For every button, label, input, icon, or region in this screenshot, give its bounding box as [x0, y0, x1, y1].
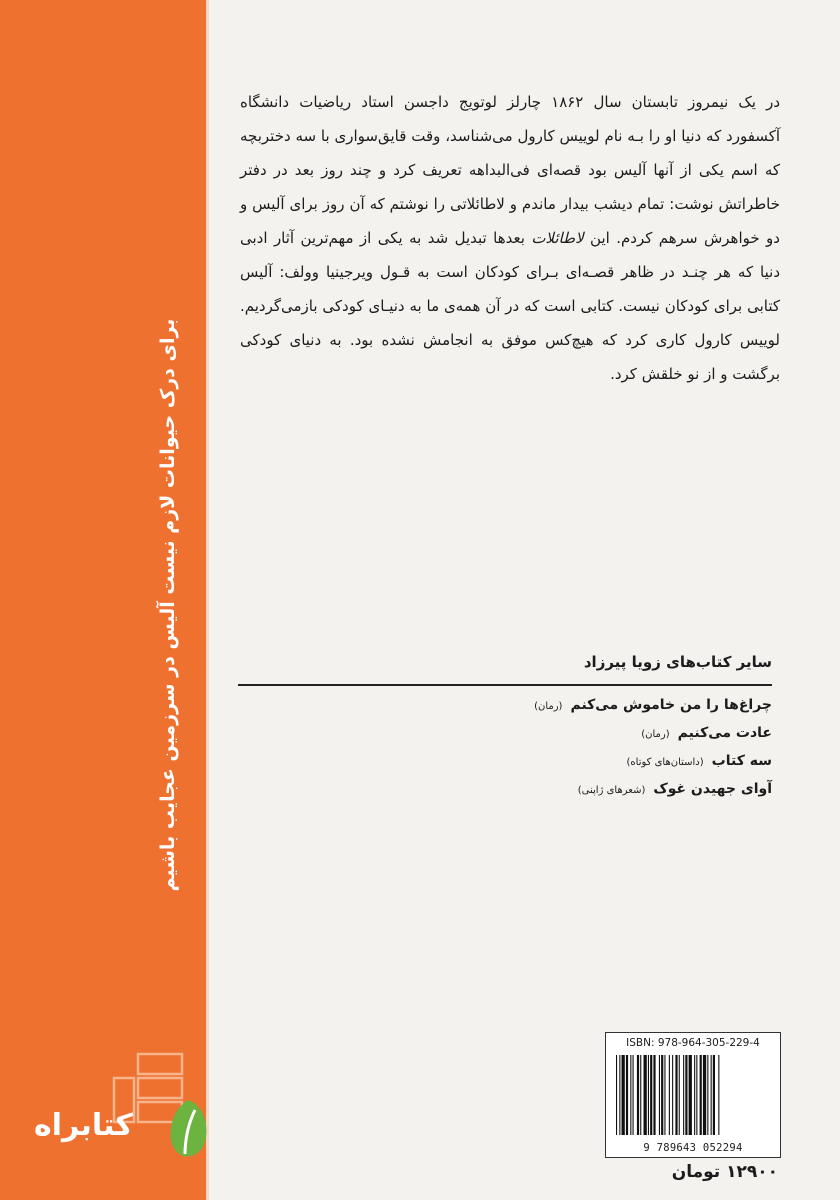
description-italic-word: لاطائلات	[531, 229, 584, 247]
barcode-icon	[612, 1055, 774, 1135]
barcode-bar	[700, 1055, 702, 1135]
barcode-bar	[648, 1055, 649, 1135]
other-books-divider	[238, 684, 772, 686]
book-item	[534, 774, 772, 802]
other-books-title: سایر کتاب‌های زویا پیرزاد	[583, 653, 772, 671]
barcode-bar	[707, 1055, 708, 1135]
barcode-bar	[653, 1055, 655, 1135]
barcode-bar	[696, 1055, 697, 1135]
description-text-part2: بعدها تبدیل شد به یکی از مهم‌ترین آثار ادبی دنیا که هر چنـد در ظاهر قصـه‌ای بـرای کودکان است به قـول ویرجینیا وولف: آلیس کتابی برای کودکان نیست. کتابی است که در آن همه‌ی ما به دنیـای کودکی بازمی‌گردیم. لوییس کارول کاری کرد که هیچ‌کس موفق به انجامش نشده بود. به دنیای کودکی برگشت و از نو خلقش کرد.	[240, 229, 780, 383]
barcode-bar	[630, 1055, 631, 1135]
barcode-number: 9 789643 052294	[643, 1142, 743, 1154]
back-cover-description	[240, 85, 780, 391]
barcode-bar	[703, 1055, 706, 1135]
spine-divider	[206, 0, 209, 1200]
barcode-bar	[694, 1055, 695, 1135]
price-label: ۱۲۹۰۰ تومان	[671, 1162, 778, 1182]
book-item	[534, 718, 772, 746]
book-genre: (شعرهای ژاپنی)	[577, 785, 646, 796]
book-item	[534, 746, 772, 774]
book-genre: (رمان)	[534, 701, 563, 712]
barcode-bar	[672, 1055, 673, 1135]
book-item	[534, 690, 772, 718]
book-title: چراغ‌ها را من خاموش می‌کنم	[570, 697, 772, 713]
barcode-bar	[622, 1055, 625, 1135]
barcode-bar	[675, 1055, 677, 1135]
barcode-bar	[685, 1055, 687, 1135]
barcode-bar	[640, 1055, 641, 1135]
barcode-bar	[626, 1055, 628, 1135]
book-title: سه کتاب	[711, 753, 772, 769]
barcode-bar	[713, 1055, 715, 1135]
book-title: عادت می‌کنیم	[677, 725, 772, 741]
barcode-bar	[679, 1055, 680, 1135]
other-books-list	[534, 690, 772, 802]
barcode-bar	[616, 1055, 617, 1135]
barcode-bar	[683, 1055, 684, 1135]
description-text-part1: در یک نیمروز تابستان سال ۱۸۶۲ چارلز لوتویج داجسن استاد ریاضیات دانشگاه آکسفورد که دنیا او را بـه نام لوییس کارول می‌شناسد، وقت قایق‌سواری با سه دختربچه که اسم یکی از آنها آلیس بود قصه‌ای فی‌البداهه تعریف کرد و چند روز بعد در دفتر خاطراتش نوشت: تمام دیشب بیدار ماندم و لاطائلاتی را نوشتم که آن روز برای آلیس و دو خواهرش سرهم کردم. این	[240, 93, 780, 247]
barcode-bar	[619, 1055, 620, 1135]
barcode-bar	[659, 1055, 660, 1135]
barcode-bar	[718, 1055, 719, 1135]
book-genre: (داستان‌های کوتاه)	[626, 757, 704, 768]
book-genre: (رمان)	[641, 729, 670, 740]
barcode-bar	[661, 1055, 663, 1135]
barcode-bar	[633, 1055, 634, 1135]
barcode-bar	[664, 1055, 665, 1135]
barcode-bar	[669, 1055, 670, 1135]
book-title: آوای جهیدن غوک	[653, 781, 772, 797]
spine-tagline: برای درک حیوانات لازم نیست آلیس در سرزمین عجایب باشیم	[157, 318, 179, 892]
barcode-bar	[711, 1055, 712, 1135]
isbn-label: ISBN: 978-964-305-229-4	[626, 1037, 760, 1049]
barcode-bar	[650, 1055, 652, 1135]
ketabrah-logo-text: کتابراه	[34, 1108, 133, 1143]
leaf-icon	[165, 1096, 211, 1162]
barcode-bar	[644, 1055, 647, 1135]
barcode-bar	[689, 1055, 692, 1135]
barcode-box	[605, 1032, 781, 1158]
barcode-bar	[637, 1055, 639, 1135]
